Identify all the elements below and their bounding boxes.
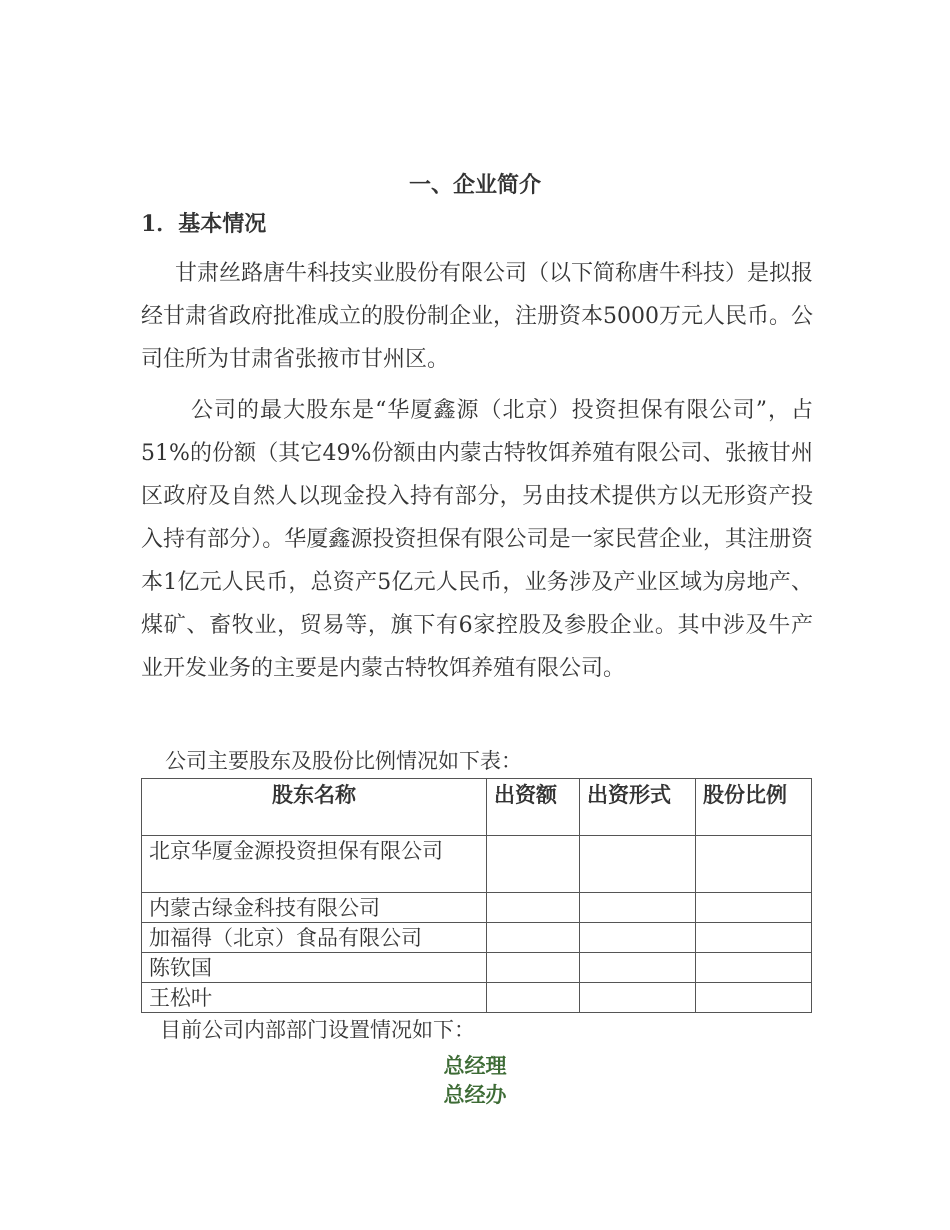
cell-form (580, 923, 696, 953)
department-intro: 目前公司内部部门设置情况如下： (160, 1018, 475, 1042)
header-investment-form: 出资形式 (580, 779, 696, 836)
cell-ratio (696, 836, 812, 893)
cell-form (580, 893, 696, 923)
cell-amount (487, 923, 580, 953)
header-share-ratio: 股份比例 (696, 779, 812, 836)
cell-ratio (696, 893, 812, 923)
cell-shareholder-name: 加福得（北京）食品有限公司 (142, 923, 487, 953)
table-intro: 公司主要股东及股份比例情况如下表： (165, 749, 522, 773)
paragraph-basic-info: 甘肃丝路唐牛科技实业股份有限公司（以下简称唐牛科技）是拟报经甘肃省政府批准成立的股份制企业，注册资本5000万元人民币。公司住所为甘肃省张掖市甘州区。 (141, 261, 814, 372)
cell-ratio (696, 923, 812, 953)
cell-amount (487, 983, 580, 1013)
cell-amount (487, 953, 580, 983)
shareholder-table (141, 778, 812, 1013)
cell-form (580, 836, 696, 893)
cell-shareholder-name: 陈钦国 (142, 953, 487, 983)
org-chart-general-manager: 总经理 (443, 1053, 507, 1078)
cell-amount (487, 836, 580, 893)
cell-amount (487, 893, 580, 923)
table-row (142, 923, 812, 953)
table-row (142, 983, 812, 1013)
org-chart-general-office: 总经办 (443, 1082, 507, 1107)
table-row (142, 836, 812, 893)
paragraph-major-shareholder: 公司的最大股东是“华厦鑫源（北京）投资担保有限公司”，占51%的份额（其它49%份额由内蒙古特牧饵养殖有限公司、张掖甘州区政府及自然人以现金投入持有部分，另由技术提供方以无形资产投入持有部分）。华厦鑫源投资担保有限公司是一家民营企业，其注册资本1亿元人民币，总资产5亿元人民币，业务涉及产业区域为房地产、煤矿、畜牧业，贸易等，旗下有6家控股及参股企业。其中涉及牛产业开发业务的主要是内蒙古特牧饵养殖有限公司。 (141, 398, 813, 681)
cell-shareholder-name: 内蒙古绿金科技有限公司 (142, 893, 487, 923)
header-investment-amount: 出资额 (487, 779, 580, 836)
cell-ratio (696, 953, 812, 983)
subsection-title: 1．基本情况 (141, 211, 267, 237)
cell-ratio (696, 983, 812, 1013)
cell-shareholder-name: 北京华厦金源投资担保有限公司 (142, 836, 487, 893)
table-row (142, 893, 812, 923)
table-row (142, 953, 812, 983)
cell-form (580, 983, 696, 1013)
section-title: 一、企业简介 (408, 172, 541, 198)
table-header-row (142, 779, 812, 836)
cell-form (580, 953, 696, 983)
cell-shareholder-name: 王松叶 (142, 983, 487, 1013)
header-shareholder-name: 股东名称 (142, 779, 487, 836)
